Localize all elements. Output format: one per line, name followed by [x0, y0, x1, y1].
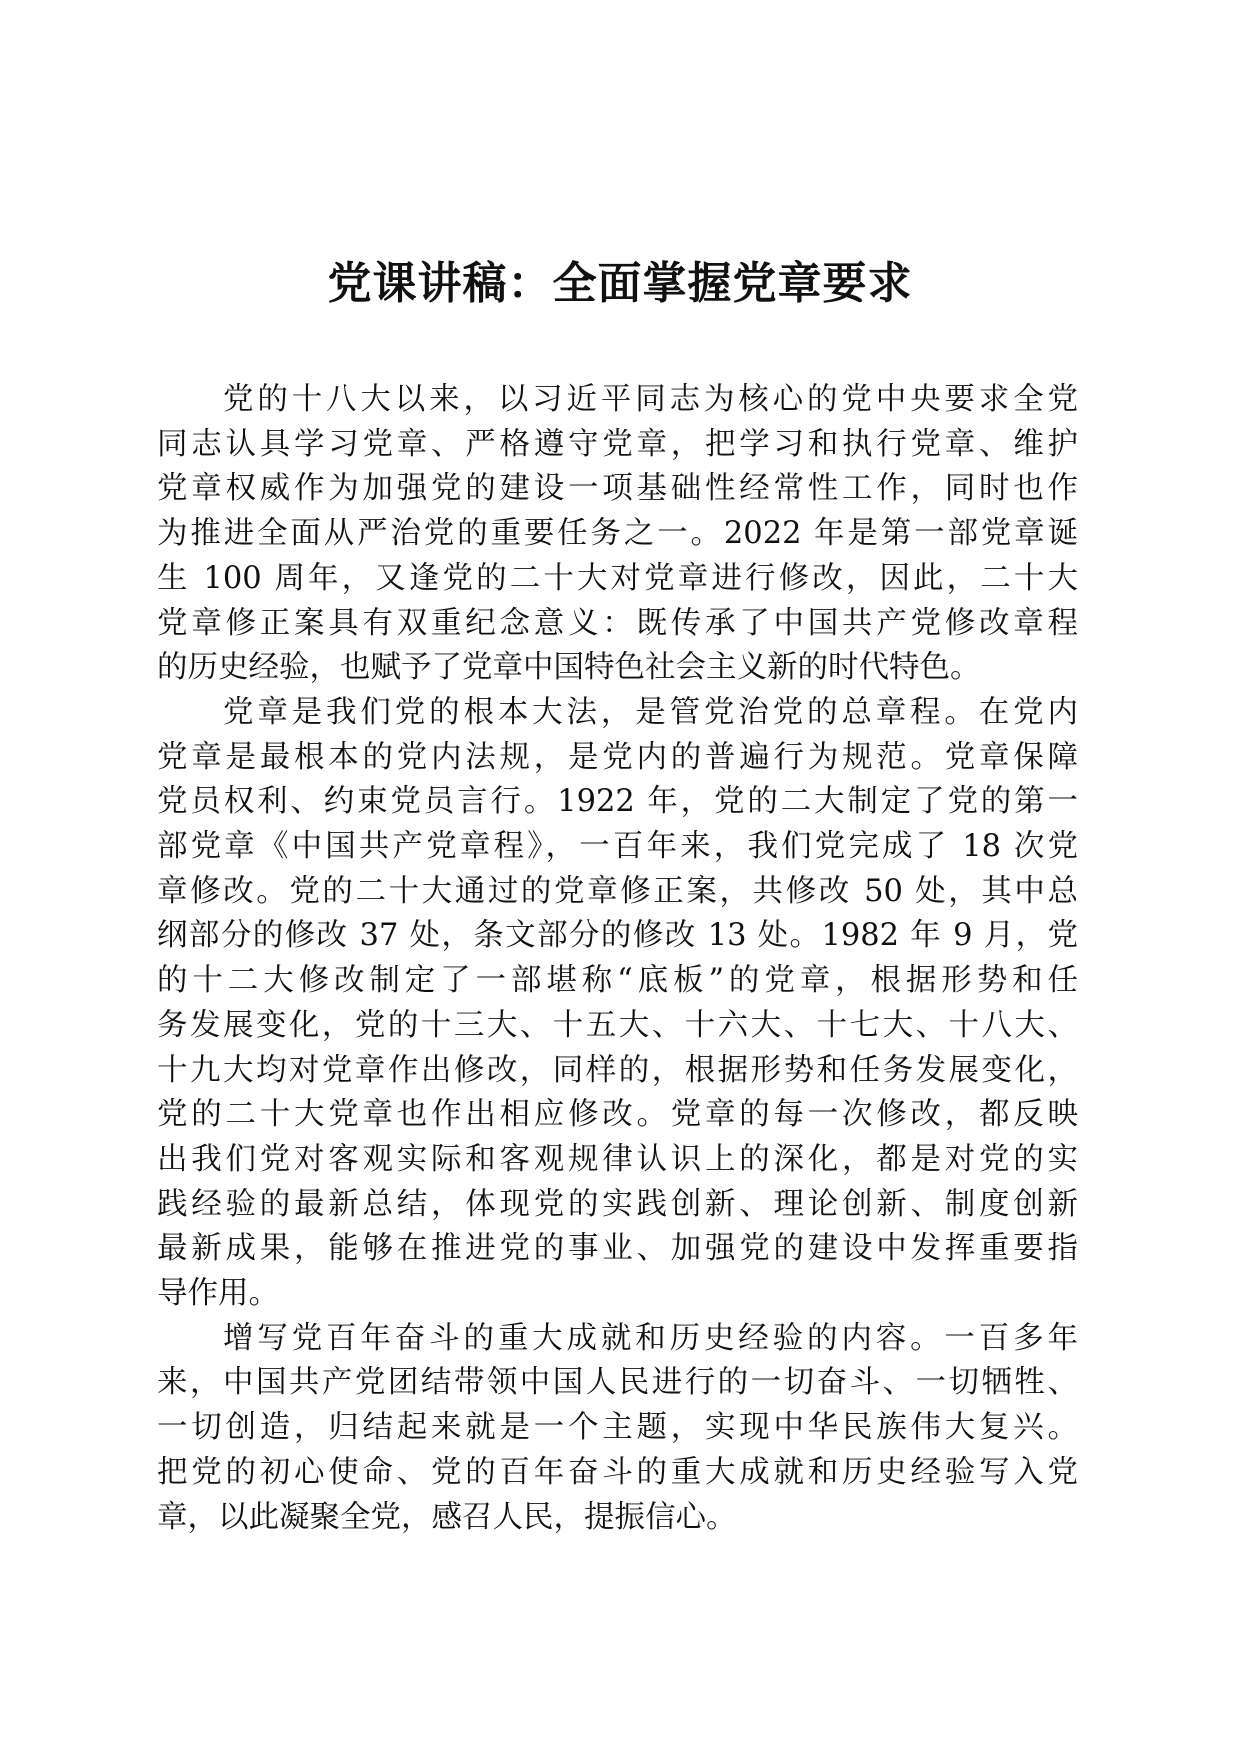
text-line: 务发展变化，党的十三大、十五大、十六大、十七大、十八大、	[157, 1007, 1078, 1043]
text-line: 出我们党对客观实际和客观规律认识上的深化，都是对党的实	[157, 1141, 1078, 1177]
text-line: 十九大均对党章作出修改，同样的，根据形势和任务发展变化，	[157, 1052, 1078, 1088]
paragraph-2	[157, 691, 1078, 1317]
text-line: 为推进全面从严治党的重要任务之一。2022 年是第一部党章诞	[157, 516, 1078, 552]
document-body	[157, 378, 1078, 1540]
text-line: 党章修正案具有双重纪念意义：既传承了中国共产党修改章程	[157, 605, 1078, 641]
text-line: 党的二十大党章也作出相应修改。党章的每一次修改，都反映	[157, 1097, 1078, 1133]
text-line: 最新成果，能够在推进党的事业、加强党的建设中发挥重要指	[157, 1231, 1078, 1267]
text-line: 导作用。	[157, 1276, 279, 1312]
text-line: 生 100 周年，又逢党的二十大对党章进行修改，因此，二十大	[157, 560, 1078, 596]
text-line: 党的十八大以来，以习近平同志为核心的党中央要求全党	[223, 382, 1078, 417]
text-line: 章修改。党的二十大通过的党章修正案，共修改 50 处，其中总	[157, 873, 1078, 909]
text-line: 党章是我们党的根本大法，是管党治党的总章程。在党内	[223, 694, 1078, 730]
text-line: 增写党百年奋斗的重大成就和历史经验的内容。一百多年	[223, 1320, 1078, 1356]
text-line: 把党的初心使命、党的百年奋斗的重大成就和历史经验写入党	[157, 1454, 1078, 1490]
paragraph-3	[157, 1317, 1078, 1541]
text-line: 纲部分的修改 37 处，条文部分的修改 13 处。1982 年 9 月，党	[157, 918, 1078, 954]
text-line: 的历史经验，也赋予了党章中国特色社会主义新的时代特色。	[157, 650, 981, 686]
text-line: 党章权威作为加强党的建设一项基础性经常性工作，同时也作	[157, 471, 1078, 507]
text-line: 章，以此凝聚全党，感召人民，提振信心。	[157, 1499, 737, 1535]
text-line: 党章是最根本的党内法规，是党内的普遍行为规范。党章保障	[157, 739, 1078, 775]
text-line: 来，中国共产党团结带领中国人民进行的一切奋斗、一切牺牲、	[157, 1365, 1078, 1401]
text-line: 的十二大修改制定了一部堪称“底板”的党章，根据形势和任	[157, 963, 1078, 999]
page-title: 党课讲稿：全面掌握党章要求	[327, 258, 913, 309]
text-line: 党员权利、约束党员言行。1922 年，党的二大制定了党的第一	[157, 784, 1078, 820]
text-line: 践经验的最新总结，体现党的实践创新、理论创新、制度创新	[157, 1186, 1078, 1222]
paragraph-1	[157, 378, 1078, 691]
text-line: 一切创造，归结起来就是一个主题，实现中华民族伟大复兴。	[157, 1410, 1078, 1446]
text-line: 部党章《中国共产党章程》，一百年来，我们党完成了 18 次党	[157, 829, 1078, 865]
text-line: 同志认具学习党章、严格遵守党章，把学习和执行党章、维护	[157, 426, 1078, 462]
